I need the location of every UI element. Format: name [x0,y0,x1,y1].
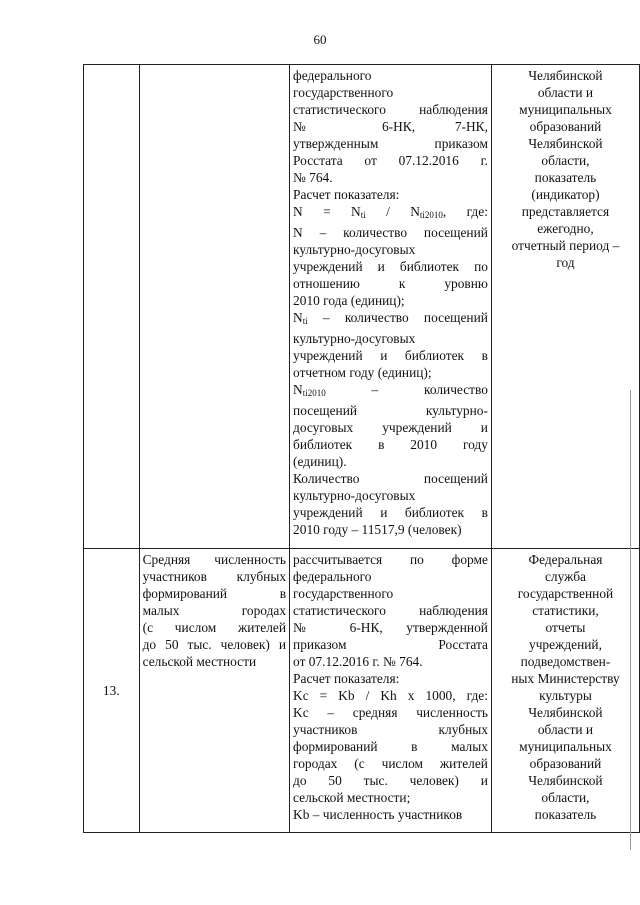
table-row [84,549,640,833]
source-line: (индикатор) [531,187,600,202]
scan-edge-line [630,390,631,850]
method-line: № 6-НК, 7-НК, [293,119,488,134]
source-line: год [556,255,575,270]
source-line: показатель [534,170,597,185]
method-cell [290,65,492,549]
page-number: 60 [313,32,327,47]
method-line: № 6-НК, утвержденной [293,620,488,635]
source-line: образований [529,119,602,134]
definition-line: досуговых учреждений и [293,420,488,435]
source-line: образований [529,756,602,771]
definition-line: участников клубных [293,722,488,737]
definition-line: (единиц). [293,454,347,469]
name-line: малых городах [142,603,287,618]
row-number-cell: 13. [84,549,140,833]
definition-line: 2010 года (единиц); [293,293,405,308]
method-line: Расчет показателя: [293,187,400,202]
method-line: статистического наблюдения [293,102,488,117]
source-line: Челябинской [528,68,603,83]
name-line: до 50 тыс. человек) и [142,637,287,652]
definition-line: формирований в малых [293,739,488,754]
base-value-line: учреждений и библиотек в [293,505,488,520]
source-line: Федеральная [528,552,603,567]
source-line: области и [537,85,594,100]
source-line: области и [537,722,594,737]
method-line: федерального [293,569,372,584]
method-line: статистического наблюдения [293,603,488,618]
definition-line: сельской местности; [293,790,411,805]
base-value-line: 2010 году – 11517,9 (человек) [293,522,462,537]
method-line: утвержденным приказом [293,136,488,151]
source-line: культуры [539,688,592,703]
source-line: области, [541,790,590,805]
definition-line: посещений культурно- [293,403,488,418]
source-line: представляется [521,204,610,219]
definition-line: учреждений и библиотек в [293,348,488,363]
source-line: Челябинской [528,705,603,720]
method-line: федерального [293,68,372,83]
method-line: государственного [293,85,394,100]
name-line: сельской местности [142,654,257,669]
method-line: Расчет показателя: [293,671,400,686]
method-line: государственного [293,586,394,601]
name-line: участников клубных [142,569,287,584]
method-line: рассчитывается по форме [293,552,488,567]
name-line: (с числом жителей [142,620,287,635]
definition-line: отношению к уровню [293,276,488,291]
definition-line: городах (с числом жителей [293,756,488,771]
source-line: учреждений, [529,637,602,652]
indicator-name-cell [139,549,289,833]
method-line: № 764. [293,170,333,185]
source-line: Челябинской [528,773,603,788]
source-line: отчеты [545,620,586,635]
base-value-line: Количество посещений [293,471,488,486]
definition-line: Kb – численность участников [293,807,463,822]
definition-line: библиотек в 2010 году [293,437,488,452]
source-line: ежегодно, [537,221,594,236]
row-number-cell [84,65,140,549]
source-line: статистики, [532,603,599,618]
indicator-name-cell [139,65,289,549]
name-line: формирований в [142,586,287,601]
source-line: ных Министерству [511,671,620,686]
source-line: Челябинской [528,136,603,151]
source-line: отчетный период – [511,238,620,253]
formula-line: Kc = Kb / Kh х 1000, где: [293,688,488,703]
method-cell [290,549,492,833]
base-value-line: культурно-досуговых [293,488,416,503]
method-line: от 07.12.2016 г. № 764. [293,654,423,669]
source-line: показатель [534,807,597,822]
indicator-table [83,64,640,833]
source-line: муниципальных [519,102,612,117]
method-line: приказом Росстата [293,637,488,652]
table-row [84,65,640,549]
definition-line: культурно-досуговых [293,242,416,257]
source-cell [491,65,639,549]
source-line: служба [544,569,586,584]
source-cell [491,549,639,833]
definition-line: N – количество посещений [293,225,488,240]
definition-line: Kc – средняя численность [293,705,488,720]
source-line: области, [541,153,590,168]
name-line: Средняя численность [142,552,287,567]
definition-line: учреждений и библиотек по [293,259,488,274]
source-line: подведомствен- [520,654,611,669]
source-line: государственной [517,586,614,601]
method-line: Росстата от 07.12.2016 г. [293,153,488,168]
definition-line: культурно-досуговых [293,331,416,346]
source-line: муниципальных [519,739,612,754]
definition-line: $N_{ti}$ – количество посещений [293,310,488,326]
formula-line: $N = N_{ti} / N_{ti2010}$, где: [293,204,488,220]
definition-line: отчетном году (единиц); [293,365,432,380]
definition-line: до 50 тыс. человек) и [293,773,488,788]
definition-line: $N_{ti2010}$ – количество [293,382,488,398]
